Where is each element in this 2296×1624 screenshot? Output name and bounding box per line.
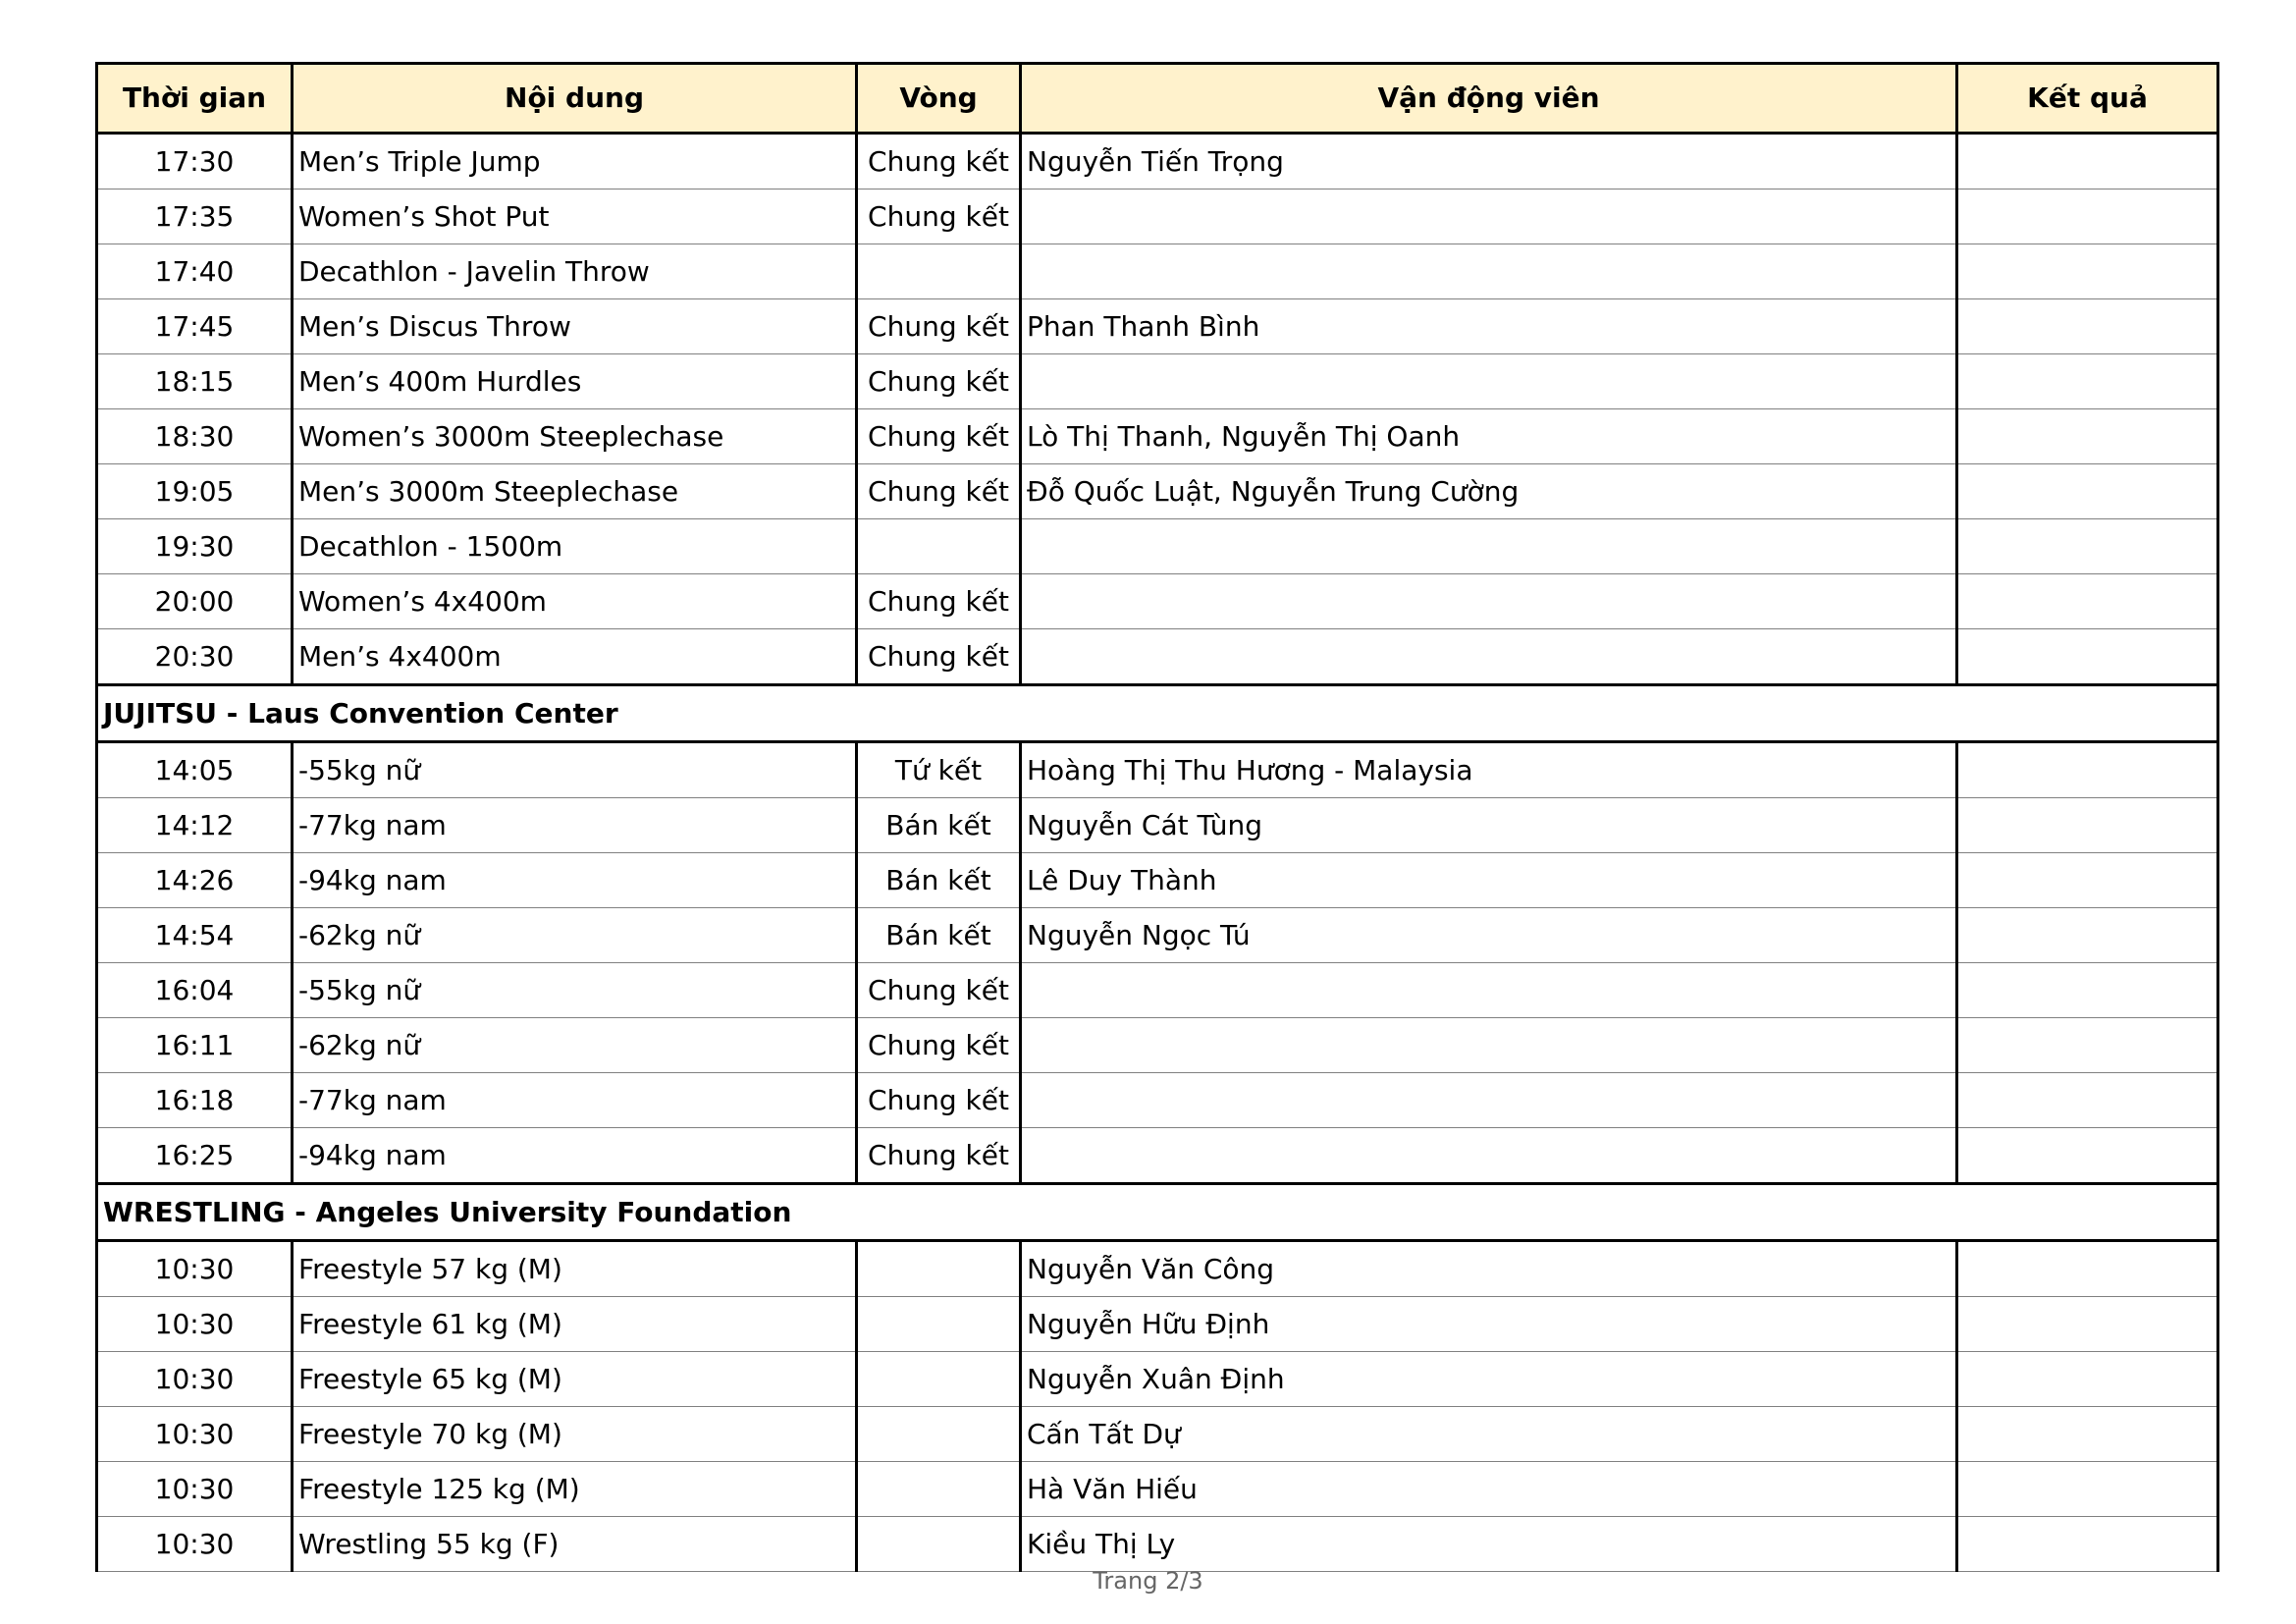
- schedule-table: [95, 62, 2219, 1572]
- table-row: [97, 409, 2218, 464]
- cell-result: [1957, 409, 2218, 464]
- cell-result: [1957, 134, 2218, 189]
- cell-round: [857, 519, 1021, 574]
- header-time: Thời gian: [97, 64, 293, 134]
- cell-time: 16:25: [97, 1128, 293, 1184]
- table-row: [97, 742, 2218, 798]
- cell-event: Men’s Triple Jump: [293, 134, 857, 189]
- cell-result: [1957, 1073, 2218, 1128]
- cell-time: 18:30: [97, 409, 293, 464]
- table-row: [97, 963, 2218, 1018]
- cell-round: [857, 1462, 1021, 1517]
- cell-result: [1957, 742, 2218, 798]
- cell-time: 10:30: [97, 1352, 293, 1407]
- table-body: [97, 134, 2218, 1572]
- table-row: [97, 134, 2218, 189]
- cell-result: [1957, 464, 2218, 519]
- cell-round: [857, 1352, 1021, 1407]
- cell-event: -62kg nữ: [293, 908, 857, 963]
- cell-result: [1957, 1241, 2218, 1297]
- cell-athletes: [1021, 189, 1957, 244]
- table-row: [97, 1073, 2218, 1128]
- cell-athletes: [1021, 1018, 1957, 1073]
- cell-result: [1957, 189, 2218, 244]
- cell-athletes: [1021, 244, 1957, 299]
- cell-time: 10:30: [97, 1241, 293, 1297]
- cell-round: Chung kết: [857, 629, 1021, 685]
- cell-result: [1957, 1462, 2218, 1517]
- cell-athletes: [1021, 629, 1957, 685]
- cell-event: Freestyle 57 kg (M): [293, 1241, 857, 1297]
- cell-time: 19:05: [97, 464, 293, 519]
- cell-event: Men’s 4x400m: [293, 629, 857, 685]
- cell-event: Men’s 400m Hurdles: [293, 354, 857, 409]
- cell-event: -77kg nam: [293, 1073, 857, 1128]
- table-row: [97, 853, 2218, 908]
- cell-round: Chung kết: [857, 574, 1021, 629]
- cell-event: Freestyle 70 kg (M): [293, 1407, 857, 1462]
- cell-athletes: Phan Thanh Bình: [1021, 299, 1957, 354]
- cell-round: Chung kết: [857, 189, 1021, 244]
- cell-event: Men’s Discus Throw: [293, 299, 857, 354]
- cell-time: 14:12: [97, 798, 293, 853]
- header-athletes: Vận động viên: [1021, 64, 1957, 134]
- table-row: [97, 519, 2218, 574]
- cell-event: -94kg nam: [293, 1128, 857, 1184]
- table-row: [97, 464, 2218, 519]
- cell-round: [857, 1407, 1021, 1462]
- cell-round: [857, 1241, 1021, 1297]
- cell-athletes: Lê Duy Thành: [1021, 853, 1957, 908]
- cell-athletes: Lò Thị Thanh, Nguyễn Thị Oanh: [1021, 409, 1957, 464]
- cell-athletes: Nguyễn Hữu Định: [1021, 1297, 1957, 1352]
- cell-round: Bán kết: [857, 853, 1021, 908]
- cell-time: 10:30: [97, 1407, 293, 1462]
- cell-time: 19:30: [97, 519, 293, 574]
- cell-time: 17:30: [97, 134, 293, 189]
- cell-event: Decathlon - Javelin Throw: [293, 244, 857, 299]
- cell-time: 20:30: [97, 629, 293, 685]
- cell-event: -55kg nữ: [293, 742, 857, 798]
- table-row: [97, 1462, 2218, 1517]
- cell-round: Chung kết: [857, 1073, 1021, 1128]
- cell-athletes: Đỗ Quốc Luật, Nguyễn Trung Cường: [1021, 464, 1957, 519]
- table-row: [97, 1407, 2218, 1462]
- table-row: [97, 1128, 2218, 1184]
- table-row: [97, 299, 2218, 354]
- table-row: [97, 1517, 2218, 1572]
- cell-result: [1957, 798, 2218, 853]
- cell-event: Women’s 4x400m: [293, 574, 857, 629]
- cell-event: -94kg nam: [293, 853, 857, 908]
- cell-athletes: [1021, 1128, 1957, 1184]
- cell-athletes: [1021, 963, 1957, 1018]
- cell-round: Chung kết: [857, 1128, 1021, 1184]
- cell-athletes: Cấn Tất Dự: [1021, 1407, 1957, 1462]
- cell-round: Chung kết: [857, 409, 1021, 464]
- cell-athletes: Nguyễn Tiến Trọng: [1021, 134, 1957, 189]
- table-row: [97, 908, 2218, 963]
- cell-result: [1957, 1352, 2218, 1407]
- cell-result: [1957, 963, 2218, 1018]
- cell-result: [1957, 354, 2218, 409]
- cell-event: Freestyle 125 kg (M): [293, 1462, 857, 1517]
- cell-result: [1957, 1407, 2218, 1462]
- cell-time: 10:30: [97, 1462, 293, 1517]
- table-row: [97, 1297, 2218, 1352]
- cell-time: 17:45: [97, 299, 293, 354]
- cell-athletes: [1021, 354, 1957, 409]
- cell-time: 16:11: [97, 1018, 293, 1073]
- cell-time: 17:35: [97, 189, 293, 244]
- cell-round: [857, 1297, 1021, 1352]
- cell-result: [1957, 299, 2218, 354]
- cell-event: Wrestling 55 kg (F): [293, 1517, 857, 1572]
- cell-athletes: Hoàng Thị Thu Hương - Malaysia: [1021, 742, 1957, 798]
- cell-event: Freestyle 65 kg (M): [293, 1352, 857, 1407]
- cell-result: [1957, 1297, 2218, 1352]
- cell-event: -62kg nữ: [293, 1018, 857, 1073]
- cell-round: Bán kết: [857, 908, 1021, 963]
- cell-event: Freestyle 61 kg (M): [293, 1297, 857, 1352]
- table-row: [97, 1241, 2218, 1297]
- header-result: Kết quả: [1957, 64, 2218, 134]
- cell-event: Women’s Shot Put: [293, 189, 857, 244]
- cell-result: [1957, 908, 2218, 963]
- table-row: [97, 574, 2218, 629]
- cell-athletes: Nguyễn Văn Công: [1021, 1241, 1957, 1297]
- section-header-jujitsu: [97, 685, 2218, 742]
- cell-result: [1957, 1018, 2218, 1073]
- table-row: [97, 354, 2218, 409]
- section-title: WRESTLING - Angeles University Foundation: [97, 1184, 2218, 1241]
- cell-time: 10:30: [97, 1297, 293, 1352]
- cell-time: 10:30: [97, 1517, 293, 1572]
- cell-round: [857, 1517, 1021, 1572]
- table-row: [97, 798, 2218, 853]
- cell-event: Men’s 3000m Steeplechase: [293, 464, 857, 519]
- section-title: JUJITSU - Laus Convention Center: [97, 685, 2218, 742]
- cell-time: 16:18: [97, 1073, 293, 1128]
- cell-event: Women’s 3000m Steeplechase: [293, 409, 857, 464]
- cell-round: [857, 244, 1021, 299]
- cell-athletes: Hà Văn Hiếu: [1021, 1462, 1957, 1517]
- cell-event: -77kg nam: [293, 798, 857, 853]
- cell-result: [1957, 244, 2218, 299]
- cell-time: 14:54: [97, 908, 293, 963]
- cell-result: [1957, 574, 2218, 629]
- cell-result: [1957, 519, 2218, 574]
- cell-round: Chung kết: [857, 299, 1021, 354]
- cell-result: [1957, 853, 2218, 908]
- cell-round: Chung kết: [857, 354, 1021, 409]
- cell-athletes: [1021, 1073, 1957, 1128]
- table-header: [97, 64, 2218, 134]
- table-row: [97, 629, 2218, 685]
- cell-round: Chung kết: [857, 134, 1021, 189]
- cell-athletes: Nguyễn Ngọc Tú: [1021, 908, 1957, 963]
- cell-time: 17:40: [97, 244, 293, 299]
- table-row: [97, 189, 2218, 244]
- cell-athletes: [1021, 574, 1957, 629]
- cell-result: [1957, 1128, 2218, 1184]
- table-row: [97, 1018, 2218, 1073]
- section-header-wrestling: [97, 1184, 2218, 1241]
- cell-time: 20:00: [97, 574, 293, 629]
- table-row: [97, 1352, 2218, 1407]
- header-event: Nội dung: [293, 64, 857, 134]
- cell-time: 16:04: [97, 963, 293, 1018]
- cell-time: 14:26: [97, 853, 293, 908]
- cell-round: Chung kết: [857, 464, 1021, 519]
- cell-athletes: Kiều Thị Ly: [1021, 1517, 1957, 1572]
- cell-time: 14:05: [97, 742, 293, 798]
- cell-round: Tứ kết: [857, 742, 1021, 798]
- cell-event: -55kg nữ: [293, 963, 857, 1018]
- cell-round: Chung kết: [857, 1018, 1021, 1073]
- cell-event: Decathlon - 1500m: [293, 519, 857, 574]
- cell-athletes: Nguyễn Xuân Định: [1021, 1352, 1957, 1407]
- cell-round: Bán kết: [857, 798, 1021, 853]
- header-round: Vòng: [857, 64, 1021, 134]
- table-row: [97, 244, 2218, 299]
- cell-result: [1957, 1517, 2218, 1572]
- cell-result: [1957, 629, 2218, 685]
- page-number: Trang 2/3: [1093, 1567, 1203, 1595]
- cell-time: 18:15: [97, 354, 293, 409]
- cell-athletes: Nguyễn Cát Tùng: [1021, 798, 1957, 853]
- cell-athletes: [1021, 519, 1957, 574]
- cell-round: Chung kết: [857, 963, 1021, 1018]
